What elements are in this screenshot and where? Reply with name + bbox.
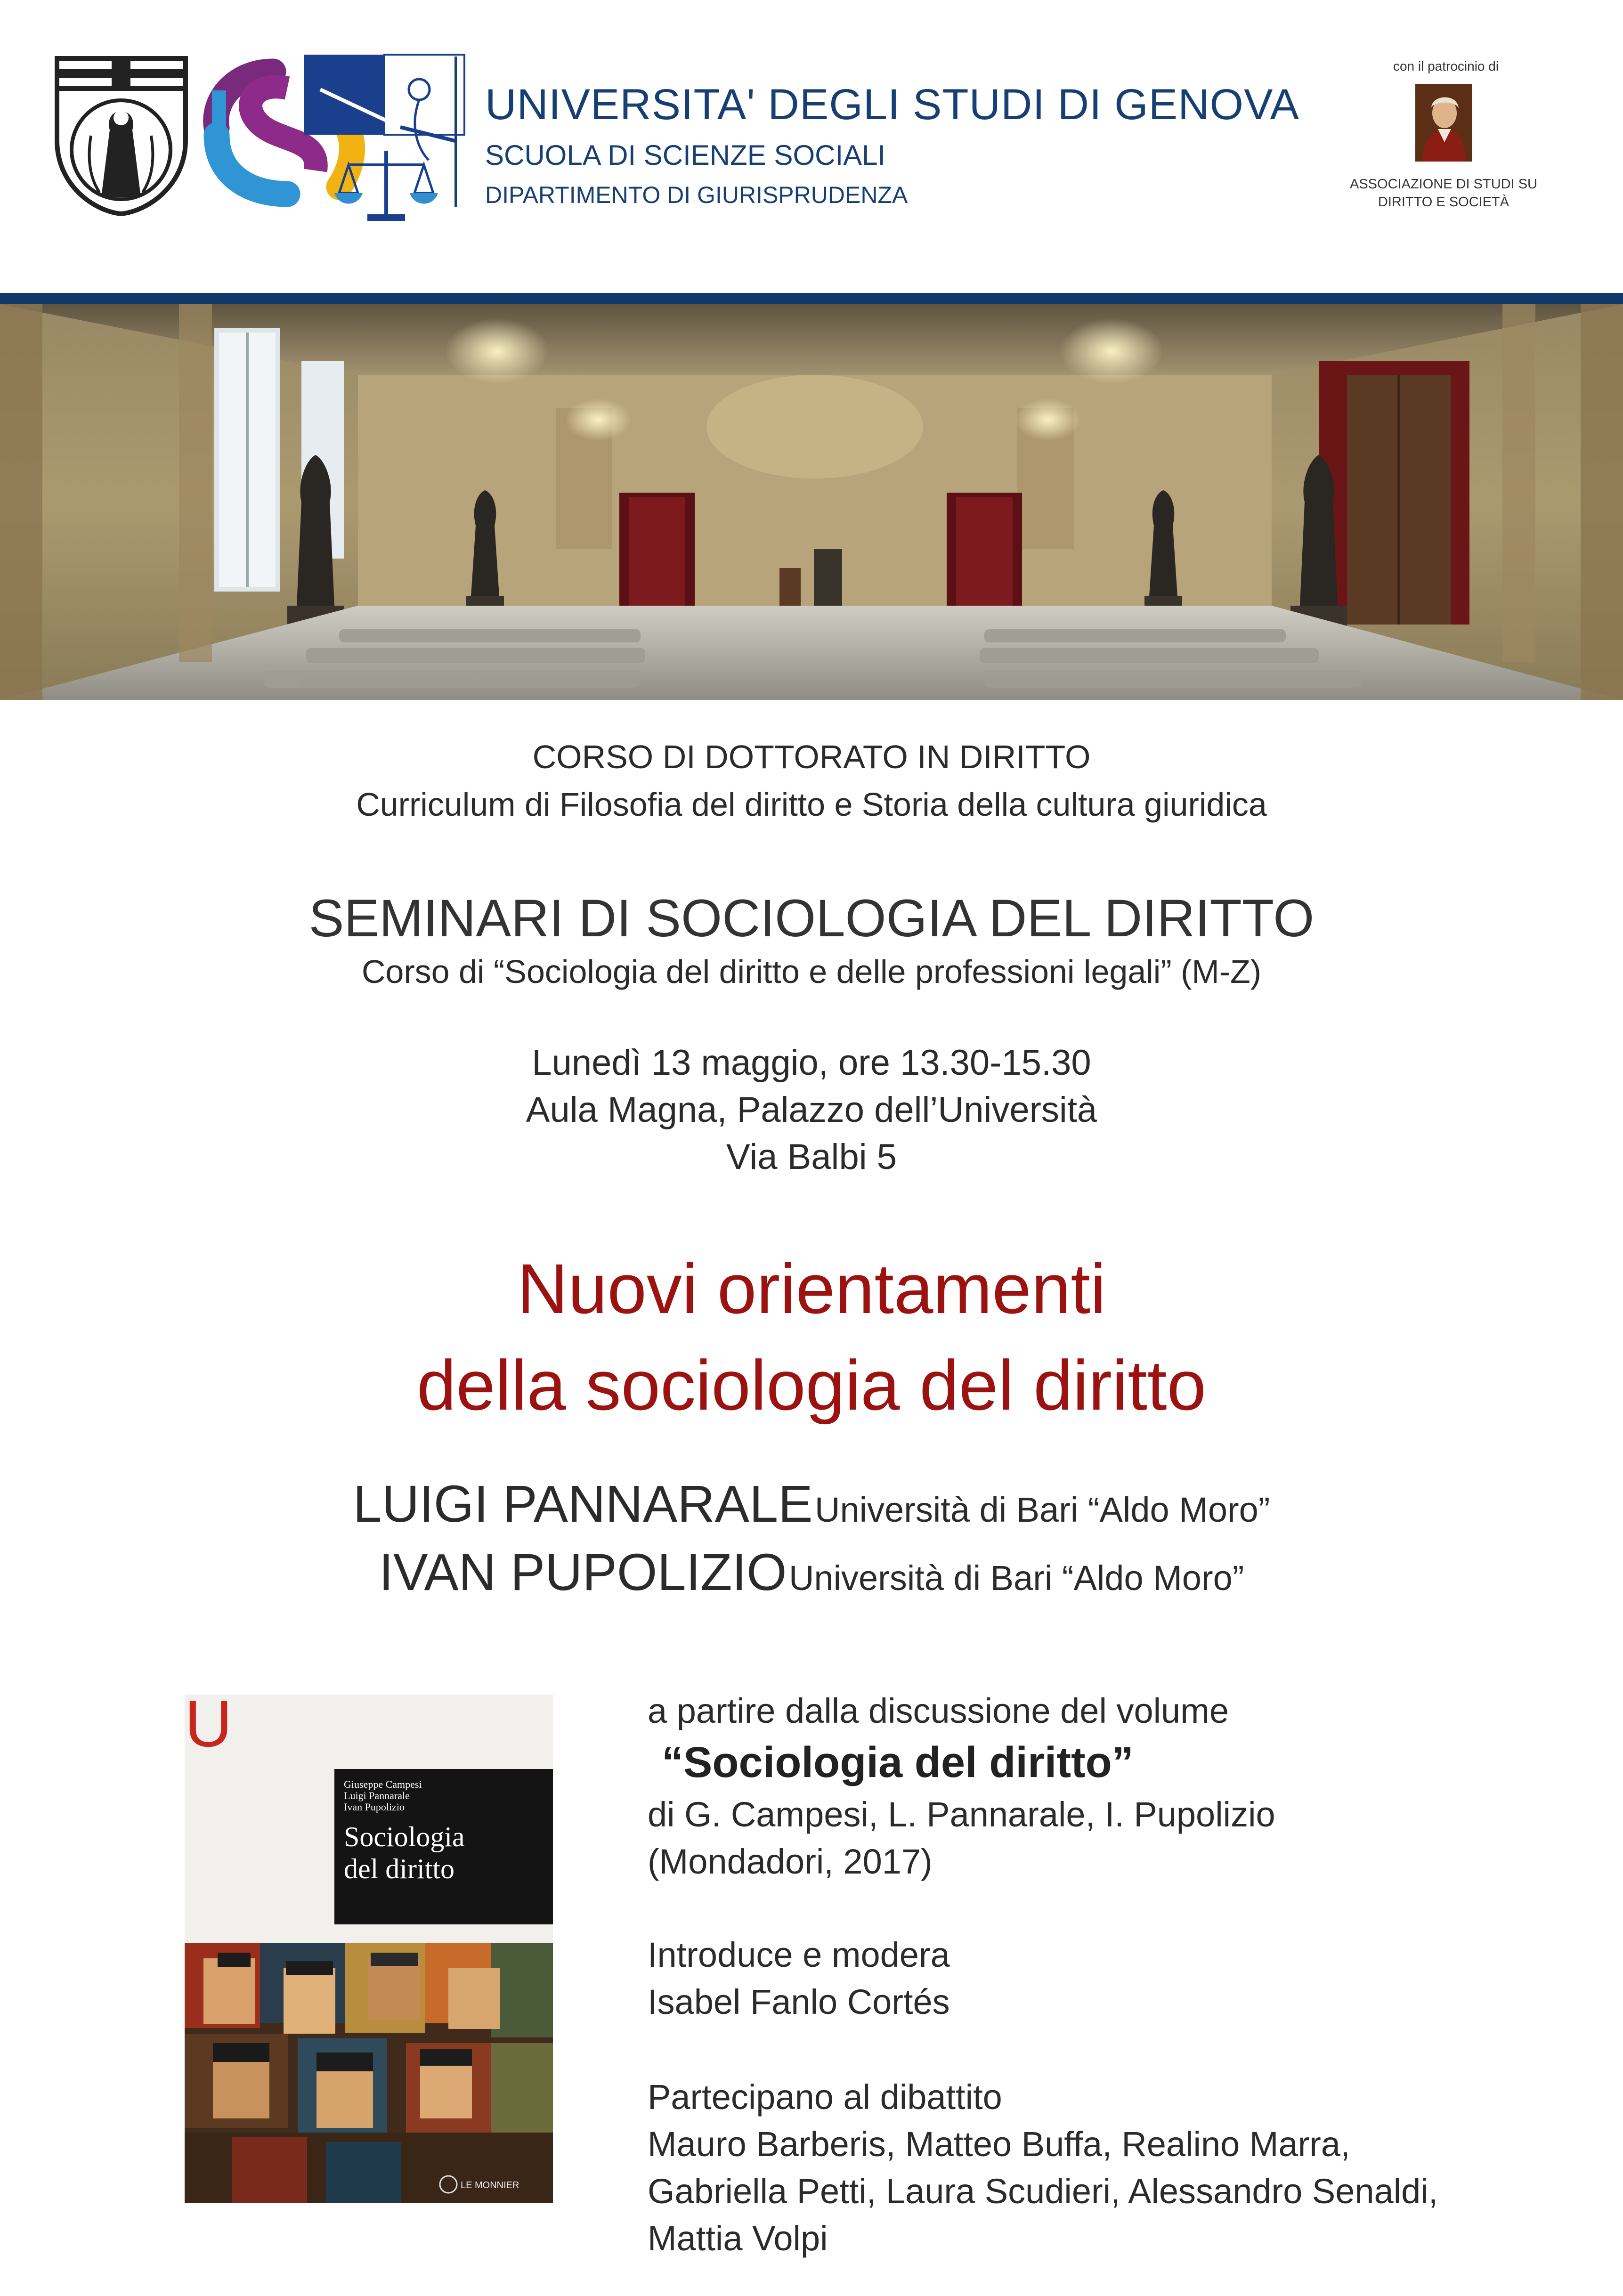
university-name: UNIVERSITA' DEGLI STUDI DI GENOVA bbox=[485, 81, 1299, 129]
speaker-row bbox=[0, 1542, 1623, 1602]
seminar-series-title: SEMINARI DI SOCIOLOGIA DEL DIRITTO bbox=[308, 889, 1315, 948]
header-divider bbox=[454, 57, 457, 207]
cover-title-line1: Sociologia bbox=[344, 1821, 465, 1852]
curriculum-line: Curriculum di Filosofia del diritto e Storia della cultura giuridica bbox=[356, 786, 1267, 823]
course-name: Corso di “Sociologia del diritto e delle professioni legali” (M-Z) bbox=[361, 953, 1262, 990]
association-name: ASSOCIAZIONE DI STUDI SU DIRITTO E SOCIETÀ bbox=[1350, 177, 1537, 210]
cover-publisher: LE MONNIER bbox=[461, 2180, 519, 2191]
seminar-title-line2: della sociologia del diritto bbox=[416, 1346, 1206, 1425]
cover-series-letter: U bbox=[185, 1695, 233, 1761]
event-date-time: Lunedì 13 maggio, ore 13.30-15.30 bbox=[532, 1043, 1091, 1083]
department-name: DIPARTIMENTO DI GIURISPRUDENZA bbox=[485, 182, 908, 208]
participants-list: Gabriella Petti, Laura Scudieri, Alessandro Senaldi, bbox=[648, 2172, 1438, 2211]
speaker-affiliation: Università di Bari “Aldo Moro” bbox=[788, 1558, 1244, 1598]
speaker-name: LUIGI PANNARALE bbox=[353, 1475, 813, 1533]
aula-magna-photo bbox=[0, 304, 1623, 700]
participants-label: Partecipano al dibattito bbox=[648, 2077, 1002, 2117]
law-department-logo bbox=[301, 52, 471, 226]
participants-list: Mauro Barberis, Matteo Buffa, Realino Marra, bbox=[648, 2125, 1350, 2164]
book-publisher: (Mondadori, 2017) bbox=[648, 1842, 933, 1881]
university-crest-logo bbox=[54, 56, 188, 216]
book-cover-image bbox=[185, 1695, 553, 2203]
cover-author: Giuseppe Campesi bbox=[344, 1778, 422, 1790]
speaker-name: IVAN PUPOLIZIO bbox=[379, 1543, 787, 1601]
speaker-row bbox=[0, 1474, 1623, 1534]
cover-author: Luigi Pannarale bbox=[344, 1790, 410, 1801]
discussion-intro: a partire dalla discussione del volume bbox=[648, 1691, 1229, 1730]
moderator-name: Isabel Fanlo Cortés bbox=[648, 1982, 950, 2021]
school-name: SCUOLA DI SCIENZE SOCIALI bbox=[485, 139, 886, 171]
header-rule bbox=[0, 293, 1623, 304]
phd-course-title: CORSO DI DOTTORATO IN DIRITTO bbox=[532, 738, 1091, 775]
event-address: Via Balbi 5 bbox=[726, 1137, 897, 1177]
book-title: “Sociologia del diritto” bbox=[662, 1738, 1134, 1786]
cover-author: Ivan Pupolizio bbox=[344, 1801, 405, 1813]
moderator-label: Introduce e modera bbox=[648, 1935, 950, 1974]
cover-title-line2: del diritto bbox=[344, 1853, 454, 1884]
patronage-label: con il patrocinio di bbox=[1393, 59, 1499, 73]
event-venue: Aula Magna, Palazzo dell’Università bbox=[526, 1090, 1097, 1130]
seminar-title-line1: Nuovi orientamenti bbox=[517, 1249, 1106, 1328]
participants-list: Mattia Volpi bbox=[648, 2219, 828, 2258]
book-authors: di G. Campesi, L. Pannarale, I. Pupolizio bbox=[648, 1795, 1275, 1834]
association-portrait-logo bbox=[1415, 84, 1472, 162]
speaker-affiliation: Università di Bari “Aldo Moro” bbox=[815, 1490, 1270, 1529]
